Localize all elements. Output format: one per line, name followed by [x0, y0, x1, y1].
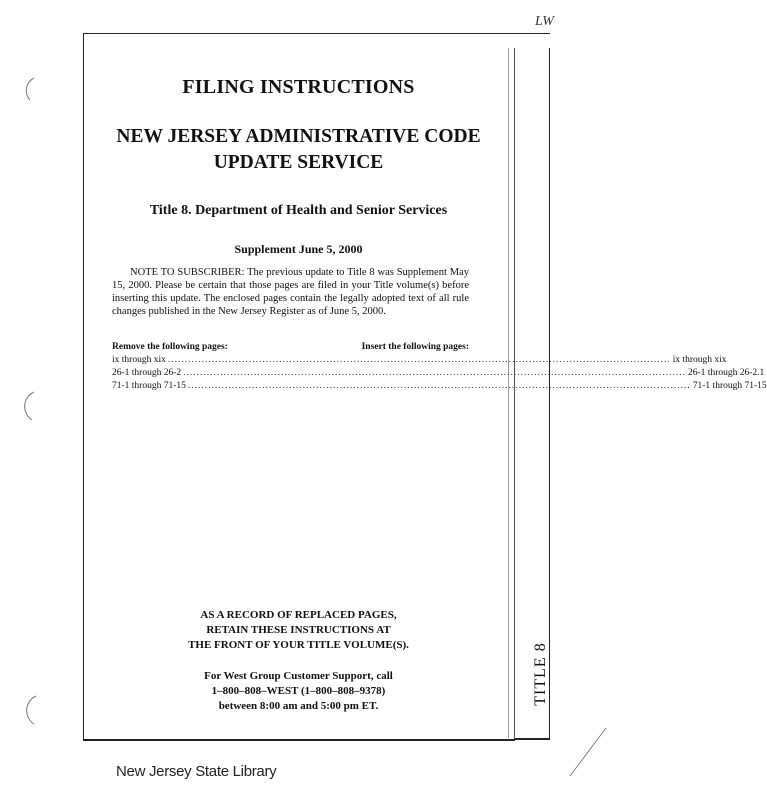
record-line-2: RETAIN THESE INSTRUCTIONS AT [206, 624, 391, 636]
record-line-1: AS A RECORD OF REPLACED PAGES, [200, 609, 397, 621]
remove-pages-cell: 26-1 through 26-2 [112, 368, 182, 378]
code-title [83, 124, 514, 176]
table-row [112, 381, 767, 391]
support-hours: between 8:00 am and 5:00 pm ET. [218, 700, 379, 712]
filing-instructions-heading: FILING INSTRUCTIONS [182, 76, 415, 98]
pages-table-header [112, 342, 469, 352]
title-department-line: Title 8. Department of Health and Senior Services [149, 203, 448, 218]
binder-hole-middle [25, 392, 34, 420]
binder-hole-top [26, 78, 34, 100]
remove-pages-cell: 71-1 through 71-15 [112, 381, 186, 391]
subscriber-note: NOTE TO SUBSCRIBER: The previous update to Title 8 was Supplement May 15, 2000. Please be certain that those pages are filed in your Title volume(s) before inserting this update. The enclosed pages contain the legally adopted text of all rule changes published in the New Jersey Register as of June 5, 2000. [112, 267, 469, 317]
pen-stroke [570, 728, 606, 776]
insert-pages-header: Insert the following pages: [361, 342, 469, 352]
binder-hole-bottom [27, 696, 36, 724]
record-instructions [83, 608, 514, 653]
insert-pages-cell: ix through xix [672, 355, 727, 365]
support-phone: 1–800–808–WEST (1–800–808–9378) [211, 685, 386, 697]
leader-dots: ..................................................................................................................................................... [187, 381, 691, 391]
insert-pages-cell: 26-1 through 26-2.1 [688, 368, 765, 378]
insert-pages-cell: 71-1 through 71-15 [692, 381, 767, 391]
customer-support-info [83, 669, 514, 714]
supplement-date: Supplement June 5, 2000 [234, 242, 363, 256]
table-row [112, 368, 765, 378]
title-tab-strip [514, 48, 550, 740]
support-line-1: For West Group Customer Support, call [204, 670, 393, 682]
remove-pages-header: Remove the following pages: [112, 342, 228, 352]
code-title-line2: UPDATE SERVICE [213, 152, 384, 173]
handwritten-corner-mark: LW [535, 14, 554, 29]
library-stamp: New Jersey State Library [116, 763, 277, 780]
table-row [112, 355, 727, 365]
remove-pages-cell: ix through xix [112, 355, 166, 365]
leader-dots: ..................................................................................................................................................... [183, 368, 687, 378]
title-tab-label: TITLE 8 [532, 642, 549, 706]
record-line-3: THE FRONT OF YOUR TITLE VOLUME(S). [188, 639, 409, 651]
leader-dots: ..................................................................................................................................................... [167, 355, 671, 365]
code-title-line1: NEW JERSEY ADMINISTRATIVE CODE [116, 126, 481, 147]
